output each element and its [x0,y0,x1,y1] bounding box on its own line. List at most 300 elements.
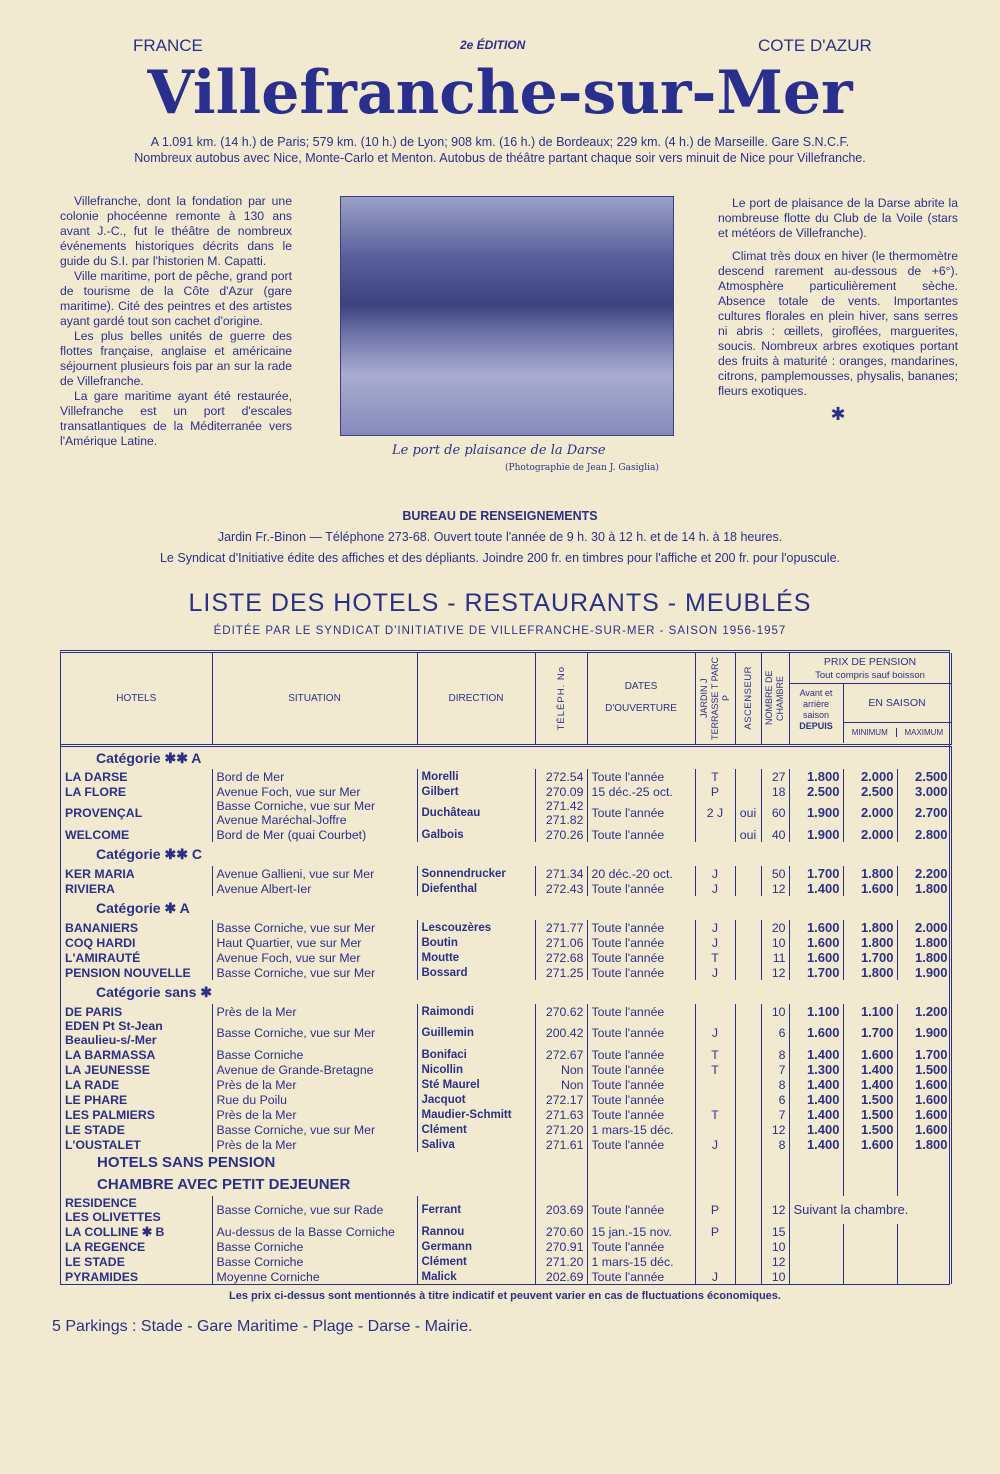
prix-minimum: 1.100 [843,1004,897,1019]
prix-depuis: 1.900 [789,799,843,827]
prix-minimum: 1.600 [843,1047,897,1062]
telephone: 272.67 [535,1047,587,1062]
dates: Toute l'année [587,920,695,935]
prix-maximum: 1.200 [897,1004,951,1019]
list-subtitle: ÉDITÉE PAR LE SYNDICAT D'INITIATIVE DE VILLEFRANCHE-SUR-MER - SAISON 1956-1957 [213,625,787,637]
telephone: 271.77 [535,920,587,935]
hotel-name: LA RADE [61,1077,212,1092]
prix-minimum: 2.000 [843,769,897,784]
table-row [61,1224,951,1239]
direction: Duchâteau [417,799,535,827]
bureau [0,506,1000,569]
table-row [61,1092,951,1107]
region-label: COTE D'AZUR [758,36,872,55]
ascenseur [735,950,761,965]
situation: Avenue Foch, vue sur Mer [212,950,417,965]
hotel-name: LE PHARE [61,1092,212,1107]
category-label: Catégorie ✱✱ C [61,842,951,866]
situation: Haut Quartier, vue sur Mer [212,935,417,950]
col-jardin-label: JARDIN J TERRASSE T PARC P [698,656,731,740]
situation: Basse Corniche, vue sur Mer [212,1122,417,1137]
nombre-chambres: 7 [761,1062,789,1077]
telephone: Non [535,1077,587,1092]
ascenseur [735,1122,761,1137]
prix-maximum: 2.800 [897,827,951,842]
table-row [61,827,951,842]
dates: Toute l'année [587,1137,695,1152]
jardin [695,1004,735,1019]
category-label: Catégorie ✱ A [61,896,951,920]
table-row [61,1254,951,1269]
table-row [61,1122,951,1137]
section-row [61,1174,951,1196]
col-prix [789,653,951,745]
hotel-name: KER MARIA [61,866,212,881]
ascenseur [735,1077,761,1092]
situation: Basse Corniche [212,1047,417,1062]
star-ornament-icon: ✱ [830,404,846,424]
prix-depuis: 1.400 [789,1122,843,1137]
ascenseur [735,866,761,881]
empty-cell [897,1152,951,1174]
prix-maximum: 1.600 [897,1092,951,1107]
jardin: J [695,1137,735,1152]
prix-depuis: 1.100 [789,1004,843,1019]
prix-maximum: 2.000 [897,920,951,935]
nombre-chambres: 8 [761,1077,789,1092]
photo-credit: (Photographie de Jean J. Gasiglia) [505,463,659,473]
prix-depuis: 1.600 [789,1019,843,1047]
nombre-chambres: 6 [761,1019,789,1047]
prix-depuis [789,1254,843,1269]
en-saison-label: EN SAISON [844,684,951,723]
direction: Guillemin [417,1019,535,1047]
prix-minimum: 1.700 [843,1019,897,1047]
hotel-name: PENSION NOUVELLE [61,965,212,980]
situation: Près de la Mer [212,1004,417,1019]
situation: Basse Corniche [212,1239,417,1254]
prix-minimum: 1.400 [843,1062,897,1077]
telephone: 272.54 [535,769,587,784]
table-row [61,1077,951,1092]
jardin: J [695,1019,735,1047]
prix-maximum: 1.800 [897,950,951,965]
situation: Près de la Mer [212,1137,417,1152]
ascenseur [735,935,761,950]
dates: Toute l'année [587,965,695,980]
jardin: P [695,784,735,799]
table-row [61,1004,951,1019]
jardin: P [695,1224,735,1239]
hotel-name: DE PARIS [61,1004,212,1019]
harbour-photo [340,196,674,436]
nombre-chambres: 60 [761,799,789,827]
telephone: 272.68 [535,950,587,965]
situation: Basse Corniche, vue sur Mer [212,1019,417,1047]
prix-depuis: 2.500 [789,784,843,799]
prix-minimum: 1.400 [843,1077,897,1092]
situation: Bord de Mer (quai Courbet) [212,827,417,842]
hotel-name: COQ HARDI [61,935,212,950]
prix-depuis: 1.400 [789,881,843,896]
nombre-chambres: 8 [761,1047,789,1062]
hotel-name: L'OUSTALET [61,1137,212,1152]
telephone: 271.25 [535,965,587,980]
prix-minimum [843,1269,897,1284]
col-tel-label: TÉLÉPH. No [555,666,567,731]
prix-minimum: 1.800 [843,866,897,881]
category-row [61,980,951,1004]
direction: Lescouzères [417,920,535,935]
prix-maximum [897,1269,951,1284]
jardin: 2 J [695,799,735,827]
ascenseur [735,1092,761,1107]
jardin [695,827,735,842]
hotel-name: LA BARMASSA [61,1047,212,1062]
prix-depuis: 1.300 [789,1062,843,1077]
prix-minimum: 2.000 [843,799,897,827]
table-row [61,1269,951,1284]
empty-cell [761,1152,789,1174]
empty-cell [843,1152,897,1174]
prix-maximum: 1.900 [897,1019,951,1047]
telephone: 271.20 [535,1254,587,1269]
hotel-name: L'AMIRAUTÉ [61,950,212,965]
nombre-chambres: 10 [761,1239,789,1254]
jardin: J [695,1269,735,1284]
telephone: 271.63 [535,1107,587,1122]
prix-minimum: 1.600 [843,1137,897,1152]
jardin: T [695,1047,735,1062]
category-label: Catégorie sans ✱ [61,980,951,1004]
prix-maximum: 2.500 [897,769,951,784]
nombre-chambres: 20 [761,920,789,935]
ascenseur: oui [735,799,761,827]
nombre-chambres: 12 [761,965,789,980]
hotel-name: WELCOME [61,827,212,842]
table-row [61,1107,951,1122]
col-nombre-label: NOMBRE DE CHAMBRE [764,671,785,726]
jardin [695,1254,735,1269]
situation: Près de la Mer [212,1107,417,1122]
prix-depuis: 1.600 [789,920,843,935]
prix-depuis: 1.600 [789,950,843,965]
ascenseur [735,784,761,799]
minimum-label: MINIMUM [844,728,898,737]
prix-minimum: 1.500 [843,1122,897,1137]
telephone: 271.61 [535,1137,587,1152]
table-row [61,950,951,965]
prix-maximum: 1.800 [897,881,951,896]
ascenseur: oui [735,827,761,842]
jardin [695,1092,735,1107]
situation: Avenue Gallieni, vue sur Mer [212,866,417,881]
empty-cell [735,1152,761,1174]
prix-maximum: 1.600 [897,1122,951,1137]
right-column [718,196,958,425]
ascenseur [735,769,761,784]
dates: Toute l'année [587,881,695,896]
page-title: Villefranche-sur-Mer [147,58,853,128]
hotel-name: PROVENÇAL [61,799,212,827]
prix-minimum [843,1239,897,1254]
situation: Avenue de Grande-Bretagne [212,1062,417,1077]
empty-cell [843,1174,897,1196]
direction: Galbois [417,827,535,842]
table-row [61,769,951,784]
dates: Toute l'année [587,1062,695,1077]
situation: Avenue Foch, vue sur Mer [212,784,417,799]
telephone: 270.62 [535,1004,587,1019]
dates: Toute l'année [587,1047,695,1062]
direction: Ferrant [417,1196,535,1224]
dates: Toute l'année [587,1239,695,1254]
ascenseur [735,1004,761,1019]
prix-maximum [897,1224,951,1239]
situation: Basse Corniche, vue sur Mer [212,920,417,935]
prix-depuis [789,1269,843,1284]
table-row [61,1047,951,1062]
direction: Gilbert [417,784,535,799]
paragraph: Climat très doux en hiver (le thermomètre descend rarement au-dessous de +6°). Atmosphère particulièrement sèche. Absence totale de vents. Importantes cultures florales en plein hiver, sans serres ni abris : œillets, giroflées, marguerites, soucis. Nombreux arbres exotiques portant des fruits à maturité : oranges, mandarines, citrons, pamplemousses, physalis, bananes; fleurs exotiques. [718,249,958,398]
jardin: P [695,1196,735,1224]
empty-cell [789,1152,843,1174]
telephone: 271.34 [535,866,587,881]
dates: Toute l'année [587,1004,695,1019]
hotel-name: RESIDENCE LES OLIVETTES [61,1196,212,1224]
hotel-name: LA REGENCE [61,1239,212,1254]
prix-depuis: 1.400 [789,1047,843,1062]
direction: Nicollin [417,1062,535,1077]
prix-maximum: 1.800 [897,1137,951,1152]
prix-maximum: 1.900 [897,965,951,980]
nombre-chambres: 10 [761,935,789,950]
intro [40,134,960,166]
situation: Basse Corniche, vue sur Mer [212,965,417,980]
direction: Sté Maurel [417,1077,535,1092]
price-disclaimer: Les prix ci-dessus sont mentionnés à titre indicatif et peuvent varier en cas de fluctuations économiques. [60,1284,950,1303]
photo-caption: Le port de plaisance de la Darse [392,443,606,458]
col-situation: SITUATION [212,653,417,745]
direction: Rannou [417,1224,535,1239]
prix-depuis: 1.400 [789,1107,843,1122]
jardin: J [695,965,735,980]
table-row [61,1062,951,1077]
direction: Maudier-Schmitt [417,1107,535,1122]
col-dates: DATES D'OUVERTURE [587,653,695,745]
empty-cell [587,1174,695,1196]
jardin: J [695,866,735,881]
direction: Sonnendrucker [417,866,535,881]
telephone: 271.20 [535,1122,587,1137]
situation: Rue du Poilu [212,1092,417,1107]
prix-maximum: 2.200 [897,866,951,881]
hotel-table [60,650,950,1284]
prix-depuis: 1.600 [789,935,843,950]
ascenseur [735,1254,761,1269]
prix-maximum: 1.600 [897,1077,951,1092]
hotel-name: PYRAMIDES [61,1269,212,1284]
telephone: 200.42 [535,1019,587,1047]
jardin [695,1077,735,1092]
dates: 20 déc.-20 oct. [587,866,695,881]
telephone: Non [535,1062,587,1077]
col-nombre [761,653,789,745]
nombre-chambres: 40 [761,827,789,842]
hotel-name: LES PALMIERS [61,1107,212,1122]
prix-minimum: 1.800 [843,965,897,980]
direction: Clément [417,1254,535,1269]
prix-maximum: 3.000 [897,784,951,799]
table-row [61,1137,951,1152]
situation: Basse Corniche [212,1254,417,1269]
empty-cell [897,1174,951,1196]
dates: Toute l'année [587,827,695,842]
direction: Bossard [417,965,535,980]
direction: Germann [417,1239,535,1254]
table-row [61,920,951,935]
table-row [61,1196,951,1224]
prix-minimum: 1.500 [843,1107,897,1122]
direction: Jacquot [417,1092,535,1107]
prix-maximum: 2.700 [897,799,951,827]
parkings-line: 5 Parkings : Stade - Gare Maritime - Plage - Darse - Mairie. [52,1318,473,1335]
direction: Malick [417,1269,535,1284]
jardin: T [695,1062,735,1077]
nombre-chambres: 12 [761,881,789,896]
empty-cell [535,1152,587,1174]
hotel-name: LA COLLINE ✱ B [61,1224,212,1239]
prix-minimum: 2.000 [843,827,897,842]
prix-minimum: 1.600 [843,881,897,896]
nombre-chambres: 10 [761,1269,789,1284]
category-row [61,842,951,866]
ascenseur [735,920,761,935]
prix-minimum: 1.500 [843,1092,897,1107]
telephone: 270.60 [535,1224,587,1239]
jardin: T [695,950,735,965]
situation: Moyenne Corniche [212,1269,417,1284]
hotel-name: LA FLORE [61,784,212,799]
prix-depuis: 1.700 [789,866,843,881]
dates: Toute l'année [587,1019,695,1047]
dates: Toute l'année [587,1269,695,1284]
paragraph: Villefranche, dont la fondation par une colonie phocéenne remonte à 130 ans avant J.-C., fut le théâtre de nombreux événements historiques décrits dans le guide du S.I. par l'historien M. Capatti. [60,194,292,268]
bureau-line: Jardin Fr.-Binon — Téléphone 273-68. Ouvert toute l'année de 9 h. 30 à 12 h. et de 14 h. à 18 heures. [217,530,783,544]
category-label: Catégorie ✱✱ A [61,745,951,769]
prix-depuis: 1.800 [789,769,843,784]
hotel-name: LE STADE [61,1122,212,1137]
prix-depuis: 1.400 [789,1077,843,1092]
ascenseur [735,1062,761,1077]
empty-cell [735,1174,761,1196]
left-column [60,194,292,449]
jardin: T [695,1107,735,1122]
ascenseur [735,1107,761,1122]
paragraph: Ville maritime, port de pêche, grand port de tourisme de la Côte d'Azur (gare maritime). Cité des peintres et des artistes ayant gardé tout son cachet d'origine. [60,269,292,328]
price-note: Suivant la chambre. [789,1196,951,1224]
nombre-chambres: 50 [761,866,789,881]
situation: Basse Corniche, vue sur Mer Avenue Maréchal-Joffre [212,799,417,827]
dates: Toute l'année [587,935,695,950]
bureau-line: Le Syndicat d'Initiative édite des affiches et des dépliants. Joindre 200 fr. en timbres pour l'affiche et 200 fr. pour l'opuscule. [159,551,841,565]
telephone: 270.91 [535,1239,587,1254]
nombre-chambres: 11 [761,950,789,965]
intro-line: Nombreux autobus avec Nice, Monte-Carlo et Menton. Autobus de théâtre partant chaque soir vers minuit de Nice pour Villefranche. [134,151,866,165]
prix-label: PRIX DE PENSION [823,655,917,668]
direction: Raimondi [417,1004,535,1019]
table-row [61,965,951,980]
section-label: HOTELS SANS PENSION [61,1152,535,1174]
prix-maximum: 1.800 [897,935,951,950]
telephone: 271.42 271.82 [535,799,587,827]
dates: 1 mars-15 déc. [587,1254,695,1269]
empty-cell [587,1152,695,1174]
situation: Avenue Albert-Ier [212,881,417,896]
hotel-name: RIVIERA [61,881,212,896]
hotel-name: BANANIERS [61,920,212,935]
hotel-table-section [52,650,950,1337]
direction: Boutin [417,935,535,950]
telephone: 272.43 [535,881,587,896]
dates: Toute l'année [587,799,695,827]
prix-minimum: 1.800 [843,920,897,935]
section-label: CHAMBRE AVEC PETIT DEJEUNER [61,1174,535,1196]
direction: Bonifaci [417,1047,535,1062]
dates: Toute l'année [587,1092,695,1107]
prix-depuis: 1.400 [789,1137,843,1152]
direction: Diefenthal [417,881,535,896]
intro-line: A 1.091 km. (14 h.) de Paris; 579 km. (10 h.) de Lyon; 908 km. (16 h.) de Bordeaux; 229 km. (4 h.) de Marseille. Gare S.N.C.F. [150,135,850,149]
jardin [695,1122,735,1137]
jardin: J [695,935,735,950]
category-row [61,745,951,769]
direction: Clément [417,1122,535,1137]
prix-maximum: 1.500 [897,1062,951,1077]
ascenseur [735,1269,761,1284]
paragraph: Le port de plaisance de la Darse abrite la nombreuse flotte du Club de la Voile (stars et météors de Villefranche). [718,196,958,240]
prix-minimum [843,1224,897,1239]
jardin: J [695,881,735,896]
empty-cell [695,1174,735,1196]
dates: 1 mars-15 déc. [587,1122,695,1137]
empty-cell [695,1152,735,1174]
nombre-chambres: 27 [761,769,789,784]
table-row [61,1239,951,1254]
table-row [61,1019,951,1047]
jardin: T [695,769,735,784]
direction: Morelli [417,769,535,784]
dates: 15 déc.-25 oct. [587,784,695,799]
paragraph: Les plus belles unités de guerre des flottes française, anglaise et américaine séjournent plusieurs fois par an sur la rade de Villefranche. [60,329,292,388]
edition-label: 2e ÉDITION [460,38,526,52]
hotel-name: LE STADE [61,1254,212,1269]
nombre-chambres: 7 [761,1107,789,1122]
ascenseur [735,1224,761,1239]
prix-minimum: 1.800 [843,935,897,950]
nombre-chambres: 12 [761,1196,789,1224]
situation: Bord de Mer [212,769,417,784]
jardin: J [695,920,735,935]
col-direction: DIRECTION [417,653,535,745]
dates: Toute l'année [587,950,695,965]
ascenseur [735,1196,761,1224]
telephone: 272.17 [535,1092,587,1107]
prix-maximum: 1.700 [897,1047,951,1062]
prix-depuis: 1.700 [789,965,843,980]
empty-cell [535,1174,587,1196]
col-jardin [695,653,735,745]
